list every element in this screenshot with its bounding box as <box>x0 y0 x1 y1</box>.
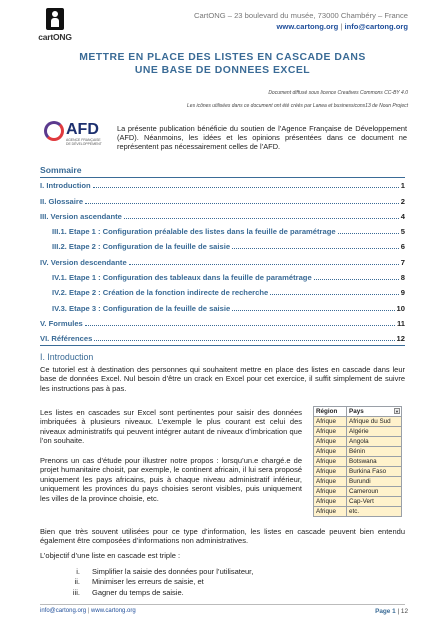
afd-logo <box>44 120 106 146</box>
toc-leader <box>232 248 399 249</box>
toc-entry[interactable] <box>40 195 405 206</box>
table-cell-country[interactable]: Cameroun <box>347 487 402 497</box>
toc-leader <box>93 187 399 188</box>
list-item-text: Simplifier la saisie des données pour l’utilisateur, <box>92 567 254 576</box>
toc-entry[interactable] <box>40 256 405 267</box>
cartong-logo-head <box>52 11 58 17</box>
toc-entry-page: 2 <box>400 197 405 206</box>
toc-entry-label: III. Version ascendante <box>40 212 122 221</box>
section-heading-introduction: I. Introduction <box>40 352 94 362</box>
table-cell-country[interactable]: etc. <box>347 507 402 517</box>
intro-paragraph-2: Les listes en cascades sur Excel sont pertinentes pour saisir des données imbriquées à plusieurs niveaux. L’exemple le plus courant est celui des niveaux administratifs qui peuvent intégrer autant de niveaux d’imbrication que l’on souhaite. <box>40 408 302 446</box>
toc-entry-label: V. Formules <box>40 319 83 328</box>
toc-entry-label: IV.2. Etape 2 : Création de la fonction indirecte de recherche <box>52 288 269 297</box>
header-separator: | <box>340 22 343 31</box>
toc-entry-label: III.2. Etape 2 : Configuration de la feuille de saisie <box>52 242 231 251</box>
header-address: CartONG – 23 boulevard du musée, 73000 Chambéry – France <box>193 11 408 20</box>
header-links <box>277 22 409 31</box>
toc-entry-page: 8 <box>400 273 405 282</box>
toc-leader <box>129 264 399 265</box>
toc-entry[interactable] <box>52 225 405 236</box>
intro-paragraph-3: Prenons un cas d’étude pour illustrer notre propos : lorsqu’un.e chargé.e de projet humanitaire choisit, par exemple, le continent africain, il lui sera proposé uniquement les pays africains, puis à chaque niveau administratif inférieur, uniquement les provinces du pays choisies seront visibles, puis uniquement les villes de la province choisie, etc. <box>40 456 302 503</box>
table-row <box>314 417 402 427</box>
toc-entry-label: IV.3. Etape 3 : Configuration de la feuille de saisie <box>52 304 231 313</box>
intro-paragraph-4: Bien que très souvent utilisées pour ce type d’information, les listes en cascade peuvent bien entendu également être composées d’informations non administratives. <box>40 527 405 546</box>
toc-entry[interactable] <box>40 179 405 190</box>
table-row <box>314 477 402 487</box>
toc-entry-page: 9 <box>400 288 405 297</box>
list-item <box>60 577 253 587</box>
table-cell-region[interactable]: Afrique <box>314 457 347 467</box>
footer-links <box>40 608 136 614</box>
table-cell-country[interactable]: Algérie <box>347 427 402 437</box>
intro-paragraph-5: L’objectif d’une liste en cascade est triple : <box>40 551 181 560</box>
table-row <box>314 467 402 477</box>
toc-bottom-rule <box>40 345 405 346</box>
page-number-current: Page 1 <box>375 608 396 615</box>
list-item-number: ii. <box>74 577 80 587</box>
table-row <box>314 437 402 447</box>
table-cell-country[interactable]: Bénin <box>347 447 402 457</box>
toc-entry-page: 12 <box>396 334 405 343</box>
license-note: Document diffusé sous licence Creatives Commons CC-BY 4.0 <box>268 90 408 96</box>
toc-entry-page: 11 <box>396 319 405 328</box>
toc-entry-page: 6 <box>400 242 405 251</box>
table-header-region: Région <box>314 407 347 417</box>
document-title-line-2: UNE BASE DE DONNEES EXCEL <box>134 65 311 76</box>
table-cell-country[interactable]: Cap-Vert <box>347 497 402 507</box>
table-cell-country[interactable]: Botswana <box>347 457 402 467</box>
toc-leader <box>124 218 399 219</box>
table-row <box>314 447 402 457</box>
table-cell-region[interactable]: Afrique <box>314 427 347 437</box>
table-cell-country[interactable]: Afrique du Sud <box>347 417 402 427</box>
toc-entry-page: 1 <box>400 181 405 190</box>
table-row <box>314 457 402 467</box>
intro-paragraph-1: Ce tutoriel est à destination des personnes qui souhaitent mettre en place des listes en cascade dans leur base de données Excel. Nul besoin d’être un crack en Excel pour cet exercice, il suffit simplement de suivre les instructions pas à pas. <box>40 365 405 393</box>
toc-entry-page: 7 <box>400 258 405 267</box>
list-item-number: iii. <box>72 587 80 597</box>
table-row <box>314 427 402 437</box>
page-number-total: | 12 <box>397 608 408 615</box>
toc-entry[interactable] <box>40 210 405 221</box>
page-number <box>375 608 408 615</box>
table-cell-region[interactable]: Afrique <box>314 507 347 517</box>
toc-entry[interactable] <box>52 240 405 251</box>
table-cell-region[interactable]: Afrique <box>314 417 347 427</box>
toc-leader <box>94 340 394 341</box>
table-cell-region[interactable]: Afrique <box>314 487 347 497</box>
toc-entry[interactable] <box>52 286 405 297</box>
afd-logo-text: AFD <box>66 121 99 138</box>
table-cell-country[interactable]: Burundi <box>347 477 402 487</box>
list-item <box>60 588 253 598</box>
cascade-example-table <box>313 406 402 517</box>
toc-entry-label: VI. Références <box>40 334 93 343</box>
footer-website-link[interactable]: www.cartong.org <box>91 608 136 614</box>
table-header-pays <box>347 407 402 417</box>
afd-funding-paragraph: La présente publication bénéficie du soutien de l’Agence Française de Développement (AFD). Néanmoins, les idées et les opinions présentées dans ce document ne représentent pas nécessairement celles de l’AFD. <box>117 124 407 152</box>
list-item <box>60 567 253 577</box>
toc-title: Sommaire <box>40 165 82 175</box>
table-cell-country[interactable]: Burkina Faso <box>347 467 402 477</box>
toc-entry-label: I. Introduction <box>40 181 91 190</box>
toc-leader <box>270 294 399 295</box>
cartong-logo-body <box>51 18 59 27</box>
table-cell-region[interactable]: Afrique <box>314 447 347 457</box>
toc-entry-label: IV. Version descendante <box>40 258 127 267</box>
toc-leader <box>232 310 394 311</box>
table-cell-region[interactable]: Afrique <box>314 467 347 477</box>
toc-entry[interactable] <box>40 317 405 328</box>
footer-rule <box>40 604 405 605</box>
toc-leader <box>85 325 395 326</box>
table-cell-region[interactable]: Afrique <box>314 477 347 487</box>
toc-entry[interactable] <box>52 271 405 282</box>
table-row <box>314 507 402 517</box>
table-header-pays-label: Pays <box>349 408 364 415</box>
dropdown-arrow-icon[interactable]: ▼ <box>395 409 399 414</box>
toc-entry[interactable] <box>40 332 405 343</box>
table-header-row <box>314 407 402 417</box>
afd-ring-icon <box>44 121 64 141</box>
toc-entry-label: IV.1. Etape 1 : Configuration des tableaux dans la feuille de paramétrage <box>52 273 312 282</box>
table-cell-country[interactable]: Angola <box>347 437 402 447</box>
table-row <box>314 497 402 507</box>
header-website-link[interactable]: www.cartong.org <box>276 22 339 31</box>
toc-leader <box>85 203 399 204</box>
toc-entry-label: III.1. Etape 1 : Configuration préalable des listes dans la feuille de paramétrage <box>52 227 336 236</box>
list-item-number: i. <box>76 567 80 576</box>
toc-top-rule <box>40 177 405 178</box>
afd-logo-subtitle: AGENCE FRANÇAISE DE DÉVELOPPEMENT <box>66 138 102 146</box>
document-title-line-1: METTRE EN PLACE DES LISTES EN CASCADE DANS <box>79 52 366 63</box>
list-item-text: Gagner du temps de saisie. <box>92 587 184 597</box>
cartong-logo-text: cartONG <box>38 32 72 42</box>
table-cell-region[interactable]: Afrique <box>314 497 347 507</box>
header-email-link[interactable]: info@cartong.org <box>344 22 408 31</box>
toc-entry-page: 4 <box>400 212 405 221</box>
objectives-list <box>60 567 253 598</box>
footer-separator: | <box>87 608 90 614</box>
table-cell-region[interactable]: Afrique <box>314 437 347 447</box>
table-row <box>314 487 402 497</box>
toc-entry[interactable] <box>52 302 405 313</box>
toc-entry-page: 5 <box>400 227 405 236</box>
cartong-logo <box>37 8 73 46</box>
toc-leader <box>314 279 399 280</box>
footer-email-link[interactable]: info@cartong.org <box>40 608 87 614</box>
toc-leader <box>338 233 399 234</box>
toc-entry-page: 10 <box>396 304 405 313</box>
icons-credit-note: Les icônes utilisées dans ce document ont été créés par Lanea et businessicons13 de Noun Project <box>187 103 408 109</box>
list-item-text: Minimiser les erreurs de saisie, et <box>92 577 204 587</box>
toc-entry-label: II. Glossaire <box>40 197 84 206</box>
